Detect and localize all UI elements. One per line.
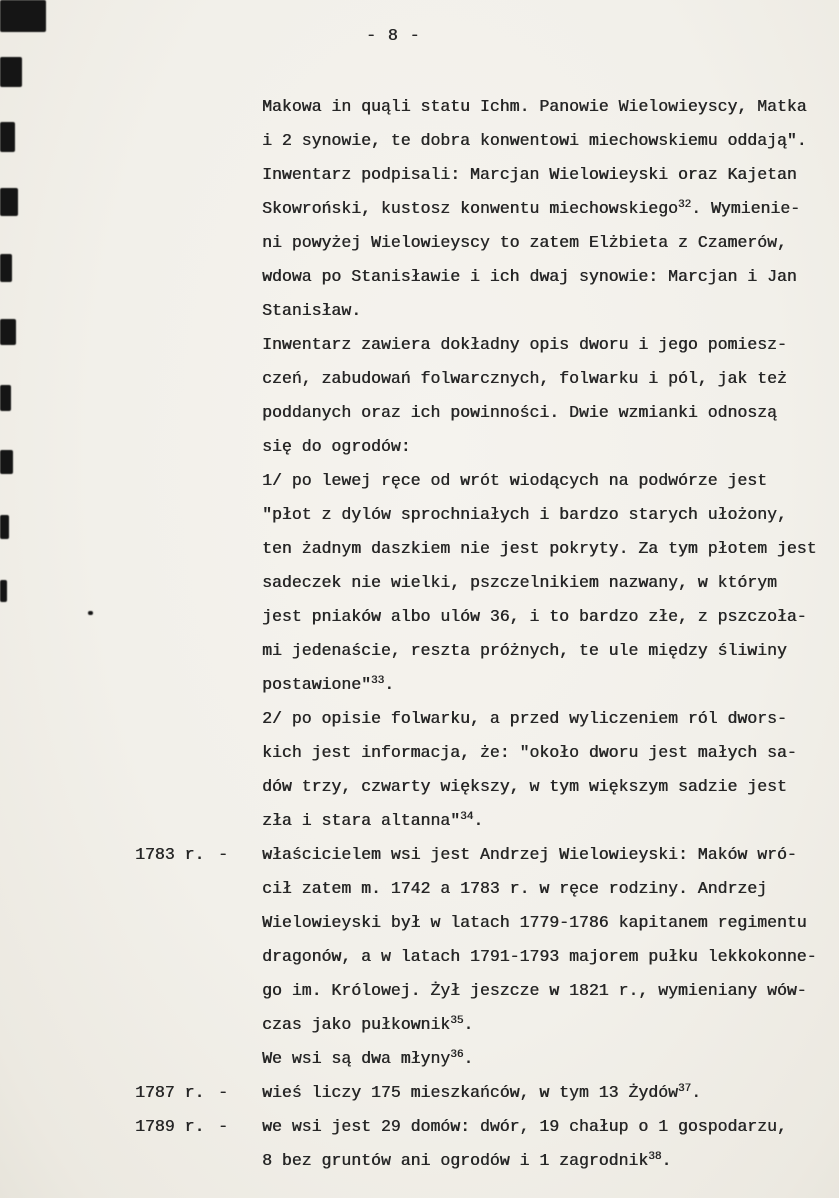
entry-text <box>262 838 823 1076</box>
scan-ink-mark <box>0 122 15 152</box>
text-line: wdowa po Stanisławie i ich dwaj synowie: Marcjan i Jan <box>262 267 797 286</box>
footnote-ref: 38 <box>648 1151 662 1163</box>
page-number: - 8 - <box>366 26 421 45</box>
text-line: cił zatem m. 1742 a 1783 r. w ręce rodziny. Andrzej <box>262 879 767 898</box>
text-line: Makowa in quąli statu Ichm. Panowie Wielowieyscy, Matka <box>262 97 807 116</box>
text-line: Skowroński, kustosz konwentu miechowskiego$^{32}$. Wymienie- <box>262 199 800 218</box>
text-line: i 2 synowie, te dobra konwentowi miechowskiemu oddają". <box>262 131 807 150</box>
text-line: mi jedenaście, reszta próżnych, te ule między śliwiny <box>262 641 787 660</box>
scan-ink-mark <box>0 319 16 345</box>
scan-ink-mark <box>88 611 93 615</box>
text-line: "płot z dylów sprochniałych i bardzo starych ułożony, <box>262 505 787 524</box>
entry-dash: - <box>218 845 228 864</box>
scan-ink-mark <box>0 254 12 282</box>
footnote-ref: 33 <box>370 675 385 687</box>
text-line: Inwentarz zawiera dokładny opis dworu i jego pomiesz- <box>262 335 787 354</box>
text-line: Inwentarz podpisali: Marcjan Wielowieyski oraz Kajetan <box>262 165 797 184</box>
entry-text <box>262 1110 823 1178</box>
text-line: się do ogrodów: <box>262 437 411 456</box>
text-line: wieś liczy 175 mieszkańców, w tym 13 Żydów$^{37}$. <box>262 1083 701 1102</box>
entry-text <box>262 90 823 838</box>
text-line: właścicielem wsi jest Andrzej Wielowieyski: Maków wró- <box>262 845 797 864</box>
text-line: czas jako pułkownik$^{35}$. <box>262 1015 474 1034</box>
text-line: czeń, zabudowań folwarcznych, folwarku i pól, jak też <box>262 369 787 388</box>
text-line: Stanisław. <box>262 301 362 320</box>
scan-ink-mark <box>0 580 7 602</box>
text-line: 1/ po lewej ręce od wrót wiodących na podwórze jest <box>262 471 767 490</box>
text-line: we wsi jest 29 domów: dwór, 19 chałup o 1 gospodarzu, <box>262 1117 787 1136</box>
text-line: 2/ po opisie folwarku, a przed wyliczeniem ról dwors- <box>262 709 787 728</box>
entry-text <box>262 1076 823 1110</box>
scan-ink-mark <box>0 515 9 539</box>
document-body <box>135 90 823 1178</box>
text-line: We wsi są dwa młyny$^{36}$. <box>262 1049 474 1068</box>
text-line: sadeczek nie wielki, pszczelnikiem nazwany, w którym <box>262 573 777 592</box>
scan-ink-mark <box>0 385 11 411</box>
text-line: Wielowieyski był w latach 1779-1786 kapitanem regimentu <box>262 913 807 932</box>
text-line: dragonów, a w latach 1791-1793 majorem pułku lekkokonne- <box>262 947 817 966</box>
scan-ink-mark <box>0 0 46 32</box>
text-line: ten żadnym daszkiem nie jest pokryty. Za tym płotem jest <box>262 539 817 558</box>
document-entry <box>135 838 823 1076</box>
text-line: 8 bez gruntów ani ogrodów i 1 zagrodnik$^{38}$. <box>262 1151 672 1170</box>
text-line: dów trzy, czwarty większy, w tym większym sadzie jest <box>262 777 787 796</box>
text-line: jest pniaków albo ulów 36, i to bardzo złe, z pszczoła- <box>262 607 807 626</box>
text-line: go im. Królowej. Żył jeszcze w 1821 r., wymieniany wów- <box>262 981 807 1000</box>
scan-ink-mark <box>0 188 18 216</box>
document-entry <box>135 1076 823 1110</box>
text-line: ni powyżej Wielowieyscy to zatem Elżbieta z Czamerów, <box>262 233 787 252</box>
entry-dash: - <box>218 1083 228 1102</box>
document-entry <box>135 90 823 838</box>
document-entry <box>135 1110 823 1178</box>
text-line: zła i stara altanna"$^{34}$. <box>262 811 484 830</box>
scan-ink-mark <box>0 450 13 474</box>
entry-date: 1783 r. <box>135 845 205 864</box>
footnote-ref: 36 <box>450 1049 464 1061</box>
footnote-ref: 35 <box>450 1015 464 1027</box>
text-line: kich jest informacja, że: "około dworu jest małych sa- <box>262 743 797 762</box>
entry-date: 1787 r. <box>135 1083 205 1102</box>
entry-date: 1789 r. <box>135 1117 205 1136</box>
entry-dash: - <box>218 1117 228 1136</box>
text-line: poddanych oraz ich powinności. Dwie wzmianki odnoszą <box>262 403 777 422</box>
scan-ink-mark <box>0 57 22 87</box>
footnote-ref: 37 <box>677 1083 692 1095</box>
footnote-ref: 34 <box>460 811 474 823</box>
text-line: postawione"$^{33}$. <box>262 675 395 694</box>
footnote-ref: 32 <box>677 199 692 211</box>
